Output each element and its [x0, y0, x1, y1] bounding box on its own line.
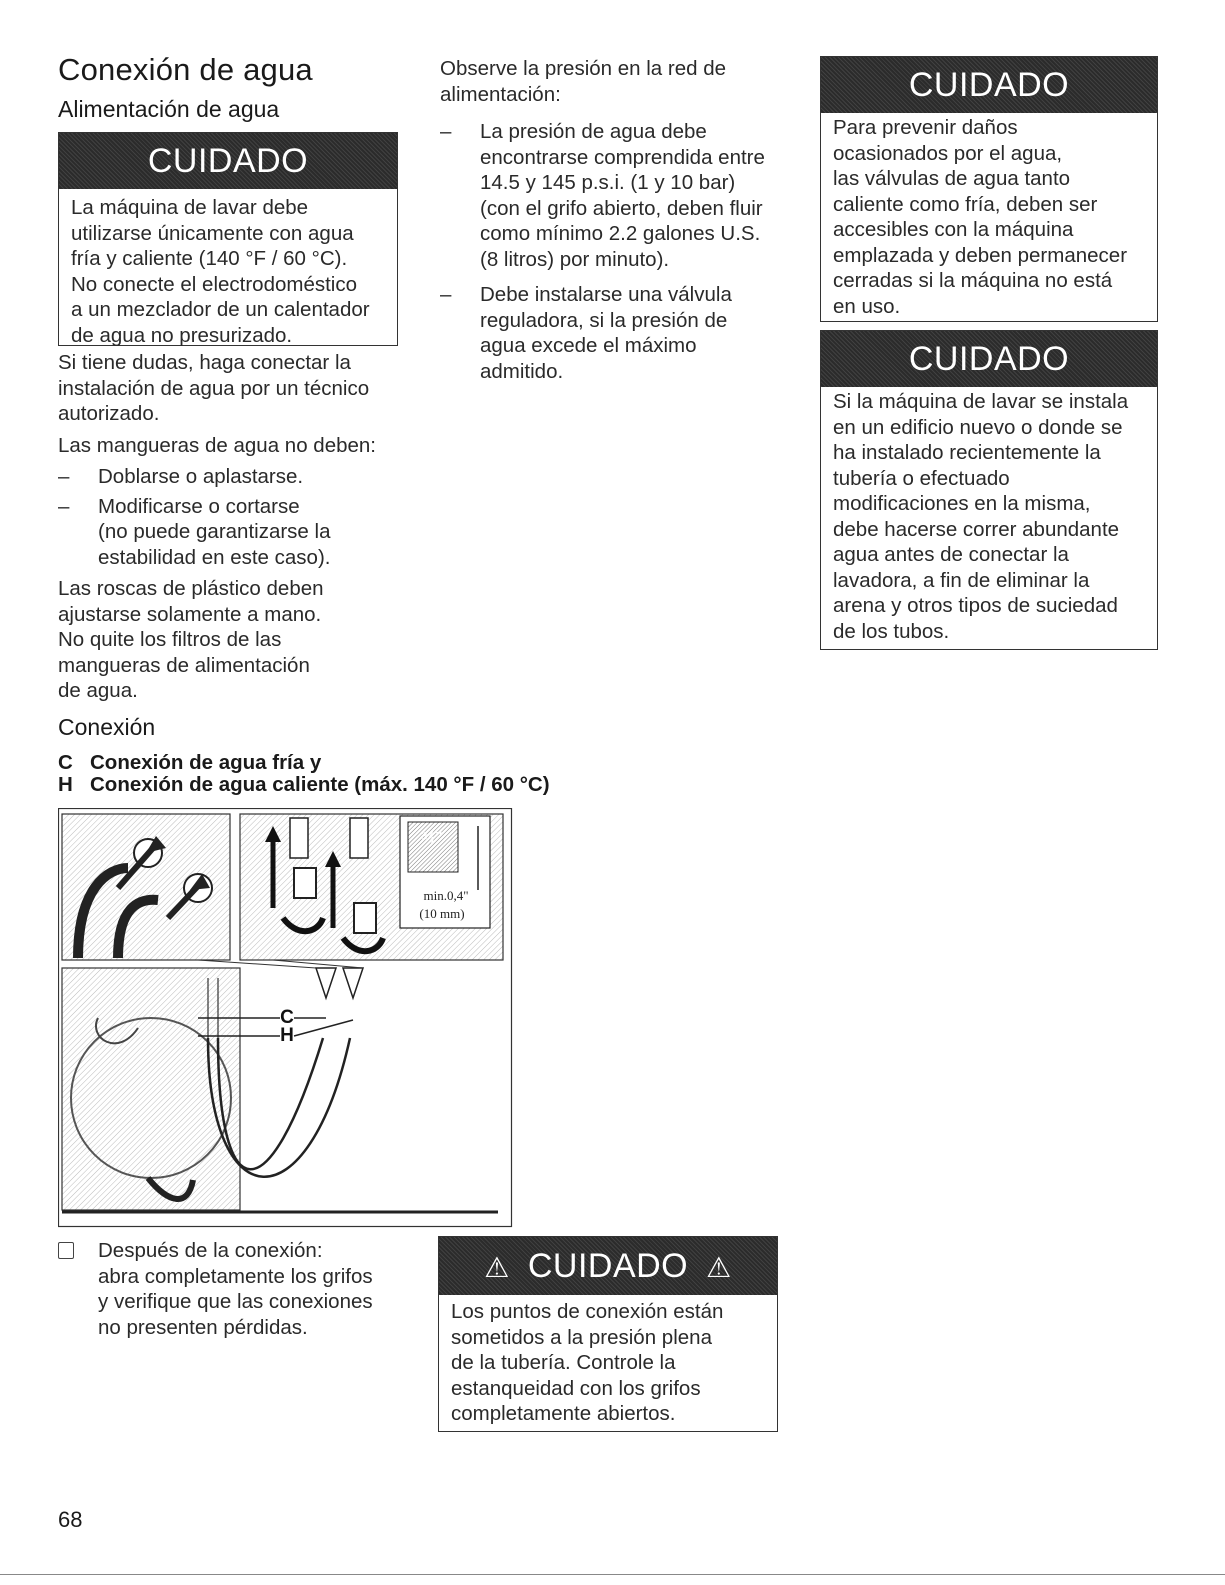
text-line: Si tiene dudas, haga conectar la — [58, 351, 351, 374]
caution-heading: CUIDADO — [527, 1247, 689, 1285]
warning-icon: ⚠ — [706, 1252, 732, 1283]
caution-line: a un mezclador de un calentador — [71, 298, 370, 321]
caution-line: lavadora, a fin de eliminar la — [833, 568, 1090, 592]
caution-line: ocasionados por el agua, — [833, 141, 1063, 165]
caution-line: de los tubos. — [833, 619, 950, 643]
caution-line: caliente como fría, deben ser — [833, 192, 1098, 216]
caution-line: debe hacerse correr abundante — [833, 517, 1120, 541]
legend-item-h — [58, 774, 550, 796]
text-line: Observe la presión en la red de — [440, 57, 727, 80]
inset-valve-connections — [62, 814, 230, 960]
caution-box-valves — [820, 56, 1158, 322]
caution-text — [439, 1295, 777, 1433]
caution-line: utilizarse únicamente con agua — [71, 221, 354, 245]
caution-line: modificaciones en la misma, — [833, 492, 1091, 515]
caution-line: las válvulas de agua tanto — [833, 167, 1071, 190]
paragraph-pressure-intro — [440, 56, 800, 107]
legend-item-c — [58, 752, 550, 774]
step-after-connection — [58, 1238, 418, 1340]
caution-line: fría y caliente (140 °F / 60 °C). — [71, 247, 348, 270]
dash-mark: – — [440, 120, 452, 143]
caution-line: ha instalado recientemente la — [833, 441, 1101, 464]
dash-item-pressure — [440, 119, 800, 272]
caution-line: completamente abiertos. — [451, 1402, 676, 1425]
text-line: abra completamente los grifos — [98, 1264, 373, 1288]
caution-box-new-building — [820, 330, 1158, 650]
caution-text — [821, 113, 1157, 325]
caution-line: La máquina de lavar debe — [71, 196, 309, 219]
connection-legend — [58, 752, 550, 796]
dash-mark: – — [58, 465, 70, 488]
text-line: agua excede el máximo — [480, 334, 697, 357]
text-line: instalación de agua por un técnico — [58, 376, 370, 400]
step-checkbox[interactable] — [58, 1242, 74, 1259]
text-line: Modificarse o cortarse — [98, 494, 300, 518]
caution-line: arena y otros tipos de suciedad — [833, 594, 1118, 617]
section-subtitle: Alimentación de agua — [58, 96, 280, 122]
caution-line: Si la máquina de lavar se instala — [833, 390, 1129, 413]
caution-line: tubería o efectuado — [833, 466, 1010, 490]
dash-item-modify — [58, 494, 418, 571]
text-line: de agua. — [58, 679, 138, 702]
text-line: (no puede garantizarse la — [98, 520, 331, 543]
label-h: H — [280, 1025, 294, 1046]
caution-banner: CUIDADO — [59, 133, 397, 189]
connection-figure — [58, 808, 513, 1228]
caution-text — [821, 387, 1157, 650]
caution-line: de agua no presurizado. — [71, 323, 293, 347]
legend-text: Conexión de agua caliente (máx. 140 °F / 60 °C) — [90, 773, 550, 796]
text-line: como mínimo 2.2 galones U.S. — [480, 222, 761, 245]
caution-line: de la tubería. Controle la — [451, 1351, 676, 1374]
text-line: 14.5 y 145 p.s.i. (1 y 10 bar) — [480, 171, 736, 194]
legend-text: Conexión de agua fría y — [90, 751, 322, 774]
text-line: admitido. — [480, 359, 564, 383]
text-line: Debe instalarse una válvula — [480, 283, 732, 306]
min-length-mm-label: (10 mm) — [419, 906, 465, 921]
text-line: Después de la conexión: — [98, 1239, 323, 1262]
caution-line: emplazada y deben permanecer — [833, 243, 1128, 267]
text-line: Las roscas de plástico deben — [58, 577, 324, 600]
caution-line: accesibles con la máquina — [833, 218, 1074, 241]
page-title: Conexión de agua — [58, 52, 313, 87]
text-line: ajustarse solamente a mano. — [58, 602, 322, 626]
paragraph-threads — [58, 576, 418, 704]
caution-line: cerradas si la máquina no está — [833, 269, 1113, 292]
dash-mark: – — [440, 283, 452, 306]
legend-key: H — [58, 773, 73, 796]
min-length-label: min.0,4" — [423, 888, 469, 903]
text-line: mangueras de alimentación — [58, 653, 310, 677]
page-bottom-rule — [0, 1574, 1225, 1575]
text-line: y verifique que las conexiones — [98, 1290, 373, 1313]
text-line: reguladora, si la presión de — [480, 308, 728, 332]
text-line: No quite los filtros de las — [58, 628, 282, 651]
caution-line: estanqueidad con los grifos — [451, 1376, 701, 1400]
text-line: estabilidad en este caso). — [98, 545, 331, 569]
caution-line: Para prevenir daños — [833, 116, 1018, 139]
column-1-text — [58, 350, 418, 710]
caution-box-water-type — [58, 132, 398, 346]
page-number: 68 — [58, 1507, 83, 1532]
text-line: no presenten pérdidas. — [98, 1315, 308, 1339]
caution-banner: CUIDADO — [821, 331, 1157, 387]
caution-banner — [439, 1237, 777, 1295]
caution-line: en un edificio nuevo o donde se — [833, 415, 1123, 439]
connection-heading: Conexión — [58, 714, 156, 740]
caution-line: Los puntos de conexión están — [451, 1300, 724, 1323]
paragraph-hoses: Las mangueras de agua no deben: — [58, 433, 377, 457]
caution-line: en uso. — [833, 294, 901, 318]
text-line: (con el grifo abierto, deben fluir — [480, 196, 763, 220]
caution-text — [59, 189, 397, 354]
caution-line: No conecte el electrodoméstico — [71, 272, 358, 296]
text-line: autorizado. — [58, 402, 160, 425]
paragraph-technician — [58, 350, 418, 427]
warning-icon: ⚠ — [484, 1252, 510, 1283]
column-2-text — [440, 56, 800, 388]
legend-key: C — [58, 751, 73, 774]
caution-banner: CUIDADO — [821, 57, 1157, 113]
connection-illustration — [58, 808, 513, 1228]
dash-item-valve — [440, 282, 800, 384]
machine-back-view — [62, 968, 240, 1210]
caution-line: agua antes de conectar la — [833, 543, 1069, 566]
text-line: (8 litros) por minuto). — [480, 247, 670, 271]
step-text — [58, 1238, 418, 1340]
thread-size-label: ¾" — [421, 828, 443, 848]
dash-mark: – — [58, 494, 70, 518]
label-c: C — [280, 1007, 294, 1028]
text-line: Doblarse o aplastarse. — [98, 465, 304, 488]
caution-line: sometidos a la presión plena — [451, 1325, 712, 1349]
dash-item-bend — [58, 464, 418, 490]
text-line: alimentación: — [440, 82, 561, 106]
text-line: La presión de agua debe — [480, 120, 707, 143]
inset-faucets — [240, 814, 503, 960]
text-line: encontrarse comprendida entre — [480, 145, 765, 169]
caution-box-pressure — [438, 1236, 778, 1432]
